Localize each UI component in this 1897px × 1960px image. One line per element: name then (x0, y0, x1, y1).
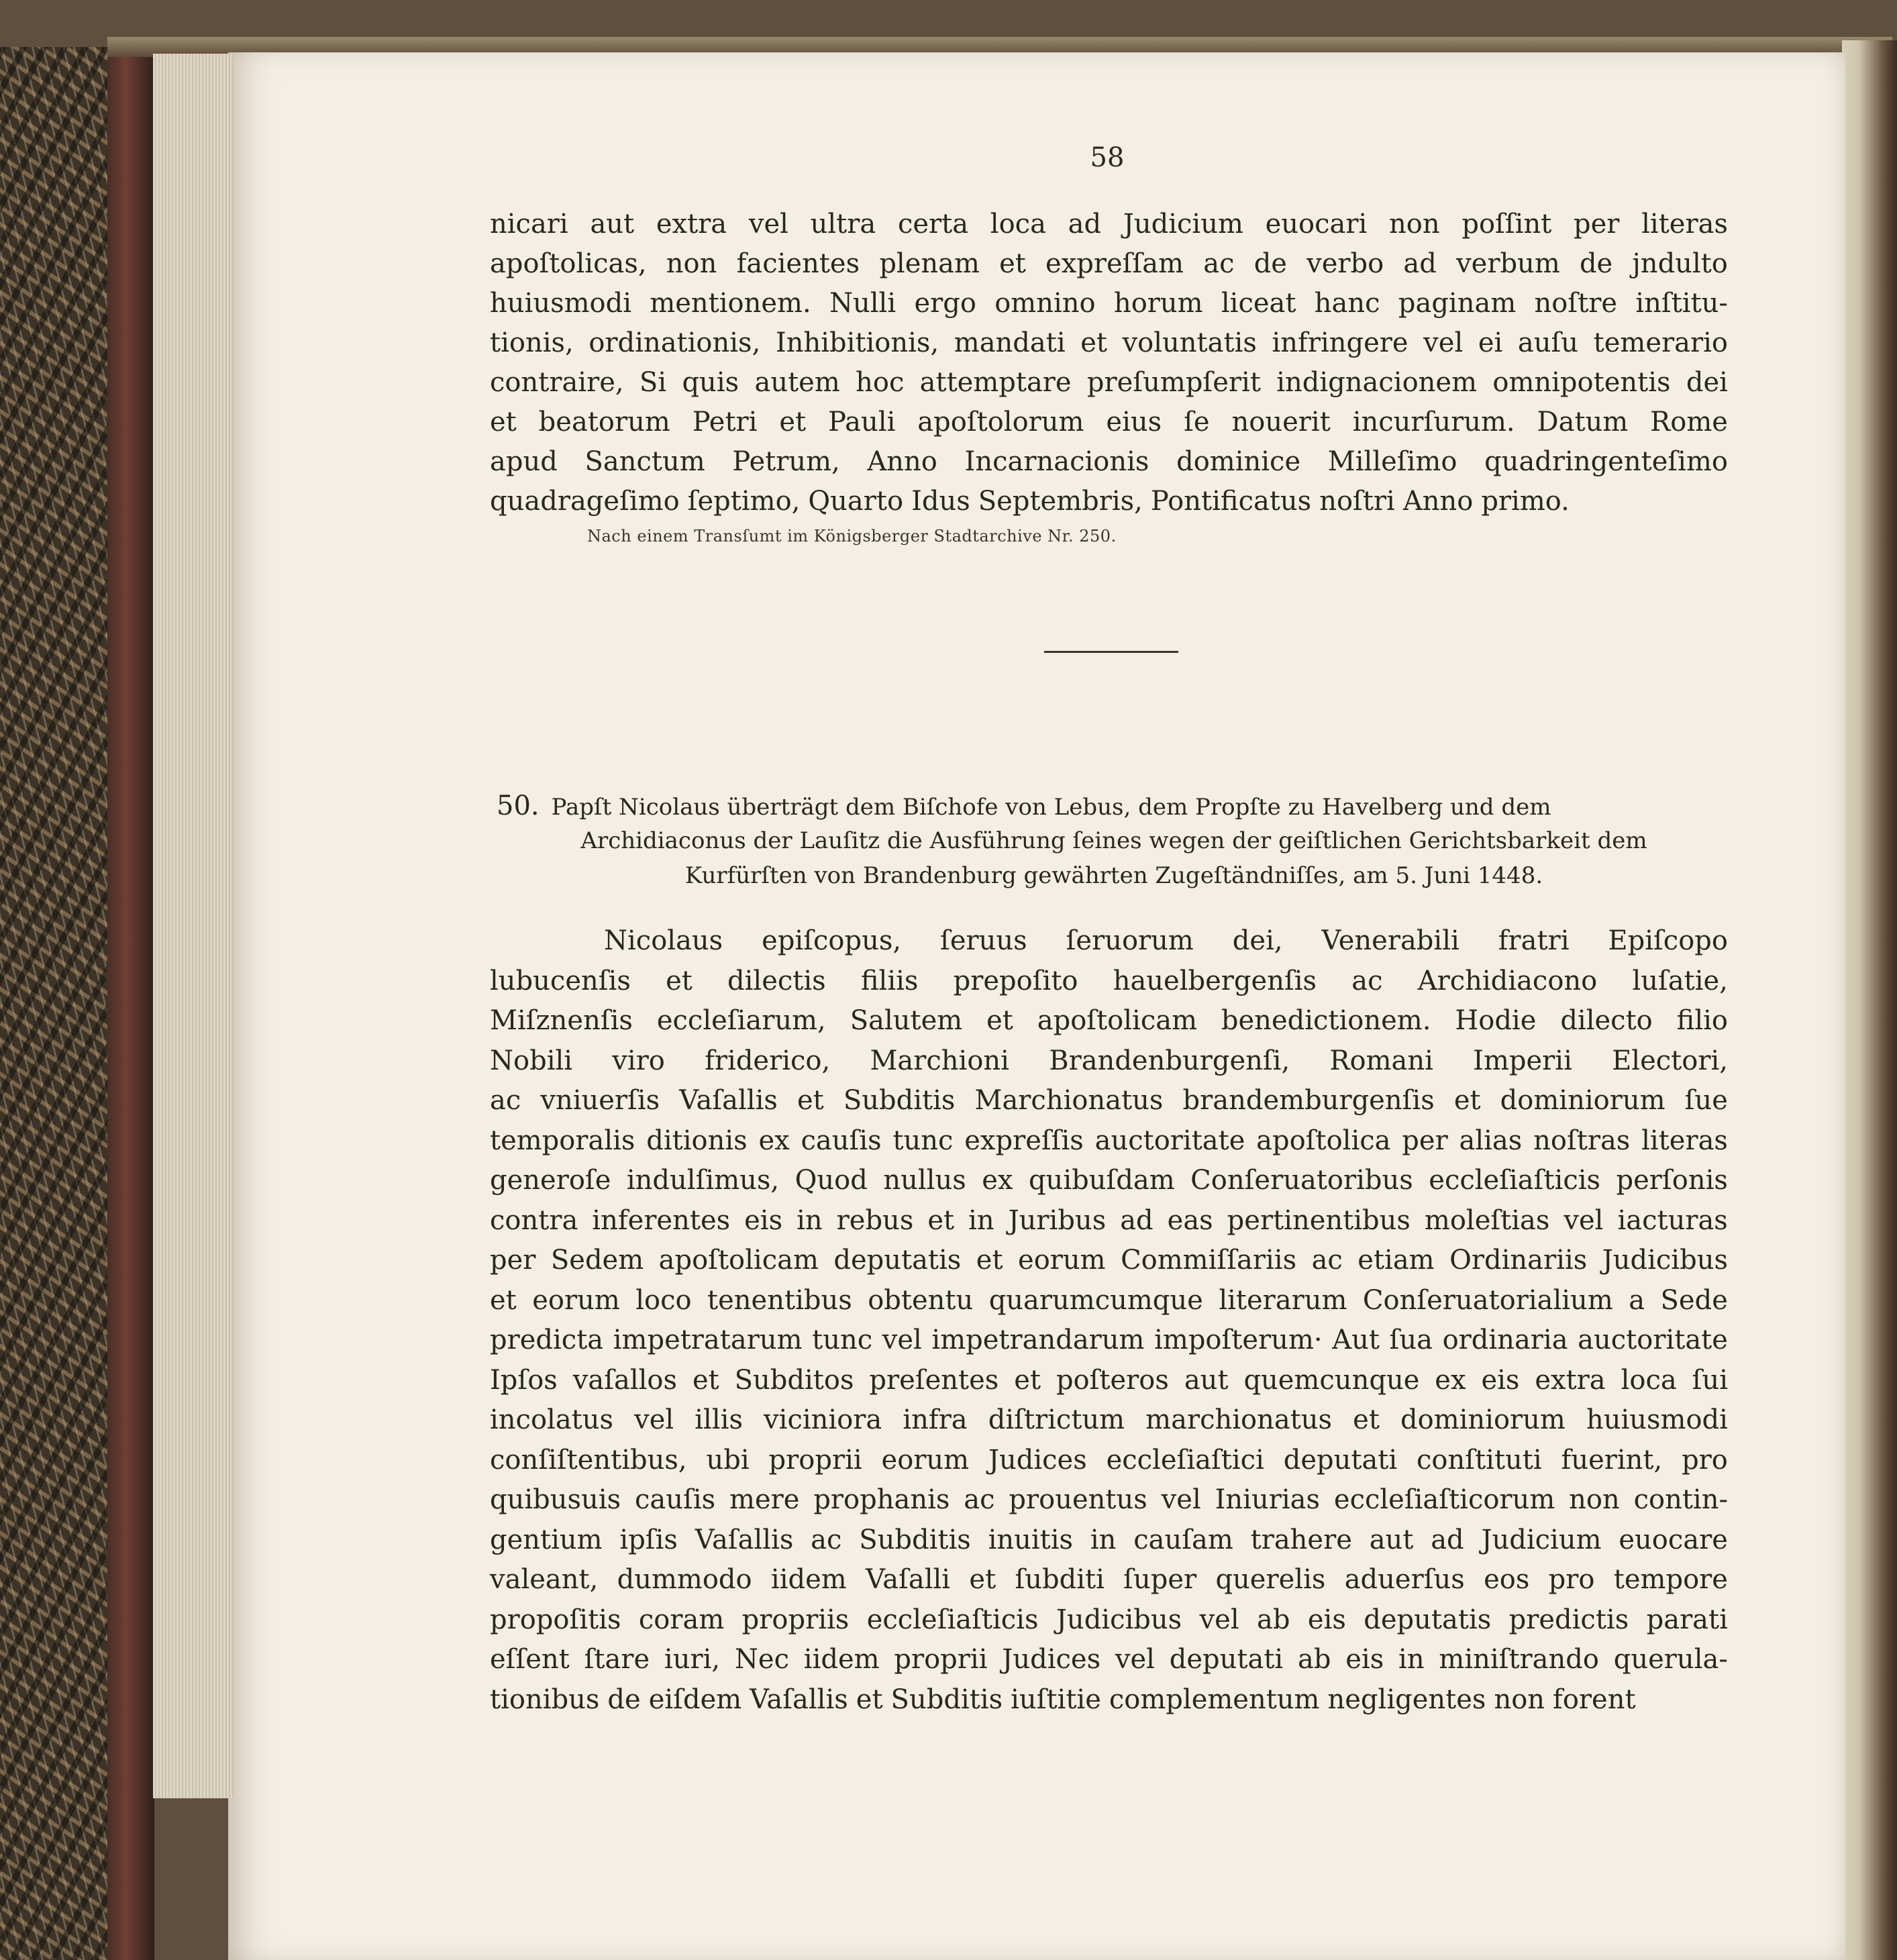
text-line: huiusmodi mentionem. Nulli ergo omnino horum liceat hanc paginam noſtre inſtitu- (490, 288, 1728, 319)
document-number: 50. (497, 790, 540, 821)
text-line: valeant, dummodo iidem Vaſalli et ſubditi ſuper querelis aduerſus eos pro tempore (490, 1564, 1728, 1595)
heading-text-1: Papſt Nicolaus überträgt dem Biſchofe von Lebus, dem Propſte zu Havelberg und dem (551, 794, 1551, 821)
text-line: contraire, Si quis autem hoc attemptare preſumpſerit indignacionem omnipotentis dei (490, 367, 1728, 398)
text-line: gentium ipſis Vaſallis ac Subditis inuitis in cauſam trahere aut ad Judicium euocare (490, 1524, 1728, 1555)
text-line: et eorum loco tenentibus obtentu quarumcumque literarum Conſeruatorialium a Sede (490, 1284, 1728, 1316)
document-heading (497, 788, 1731, 893)
text-line: quibusuis cauſis mere prophanis ac prouentus vel Iniurias eccleſiaſticorum non contin- (490, 1484, 1728, 1515)
text-line: per Sedem apoſtolicam deputatis et eorum Commiſſariis ac etiam Ordinariis Judicibus (490, 1245, 1728, 1276)
page-number: 58 (1090, 142, 1125, 173)
page-edges (153, 54, 234, 1798)
heading-line-3: Kurfürſten von Brandenburg gewährten Zugeſtändniſſes, am 5. Juni 1448. (684, 862, 1543, 889)
text-line: ac vniuerſis Vaſallis et Subditis Marchionatus brandemburgenſis et dominiorum ſue (490, 1085, 1728, 1116)
text-line: predicta impetratarum tunc vel impetrandarum impoſterum· Aut ſua ordinaria auctoritate (490, 1325, 1728, 1355)
source-note: Nach einem Transſumt im Königsberger Stadtarchive Nr. 250. (587, 527, 1117, 546)
text-line: Ipſos vaſallos et Subditos preſentes et poſteros aut quemcunque ex eis extra loca ſui (490, 1364, 1728, 1396)
text-line: quadrageſimo ſeptimo, Quarto Idus Septembris, Pontificatus noſtri Anno primo. (490, 486, 1570, 517)
text-line: Nicolaus epiſcopus, ſeruus ſeruorum dei, Venerabili fratri Epiſcopo (604, 925, 1728, 956)
text-line: temporalis ditionis ex cauſis tunc expreſſis auctoritate apoſtolica per alias noſtras literas (490, 1125, 1728, 1156)
text-line: tionis, ordinationis, Inhibitionis, mandati et voluntatis infringere vel ei auſu temerario (490, 327, 1728, 358)
heading-line-1 (497, 788, 1731, 823)
paragraph-continued (490, 205, 1728, 521)
facing-page-edge (1842, 40, 1897, 1960)
text-line: conſiſtentibus, ubi proprii eorum Judices eccleſiaſtici deputati conſtituti fuerint, pro (490, 1444, 1728, 1476)
text-line: Miſznenſis eccleſiarum, Salutem et apoſtolicam benedictionem. Hodie dilecto filio (490, 1005, 1728, 1036)
text-line: tionibus de eiſdem Vaſallis et Subditis iuſtitie complementum negligentes non forent (490, 1684, 1636, 1715)
text-line: nicari aut extra vel ultra certa loca ad Judicium euocari non poſſint per literas (490, 209, 1728, 240)
charter-text (490, 921, 1728, 1720)
text-line: lubucenſis et dilectis filiis prepoſito hauelbergenſis ac Archidiacono luſatie, (490, 965, 1728, 996)
text-line: et beatorum Petri et Pauli apoſtolorum eius ſe nouerit incurſurum. Datum Rome (490, 407, 1728, 437)
text-line: propoſitis coram propriis eccleſiaſticis Judicibus vel ab eis deputatis predictis parati (490, 1604, 1728, 1635)
text-line: incolatus vel illis viciniora infra diſtrictum marchionatus et dominiorum huiusmodi (490, 1404, 1728, 1435)
text-line: eſſent ſtare iuri, Nec iidem proprii Judices vel deputati ab eis in miniſtrando querula- (490, 1644, 1728, 1675)
text-line: apud Sanctum Petrum, Anno Incarnacionis dominice Milleſimo quadringenteſimo (490, 446, 1728, 477)
section-divider (1044, 651, 1178, 653)
book-spine (107, 40, 154, 1960)
text-line: apoſtolicas, non facientes plenam et expreſſam ac de verbo ad verbum de jndulto (490, 248, 1728, 279)
heading-line-2: Archidiaconus der Lauſitz die Ausführung ſeines wegen der geiſtlichen Gerichtsbarkeit dem (580, 827, 1647, 854)
text-line: generoſe indulſimus, Quod nullus ex quibuſdam Conſeruatoribus eccleſiaſticis perſonis (490, 1165, 1728, 1196)
text-line: contra inferentes eis in rebus et in Juribus ad eas pertinentibus moleſtias vel iacturas (490, 1204, 1728, 1236)
text-line: Nobili viro friderico, Marchioni Brandenburgenſi, Romani Imperii Electori, (490, 1045, 1728, 1076)
